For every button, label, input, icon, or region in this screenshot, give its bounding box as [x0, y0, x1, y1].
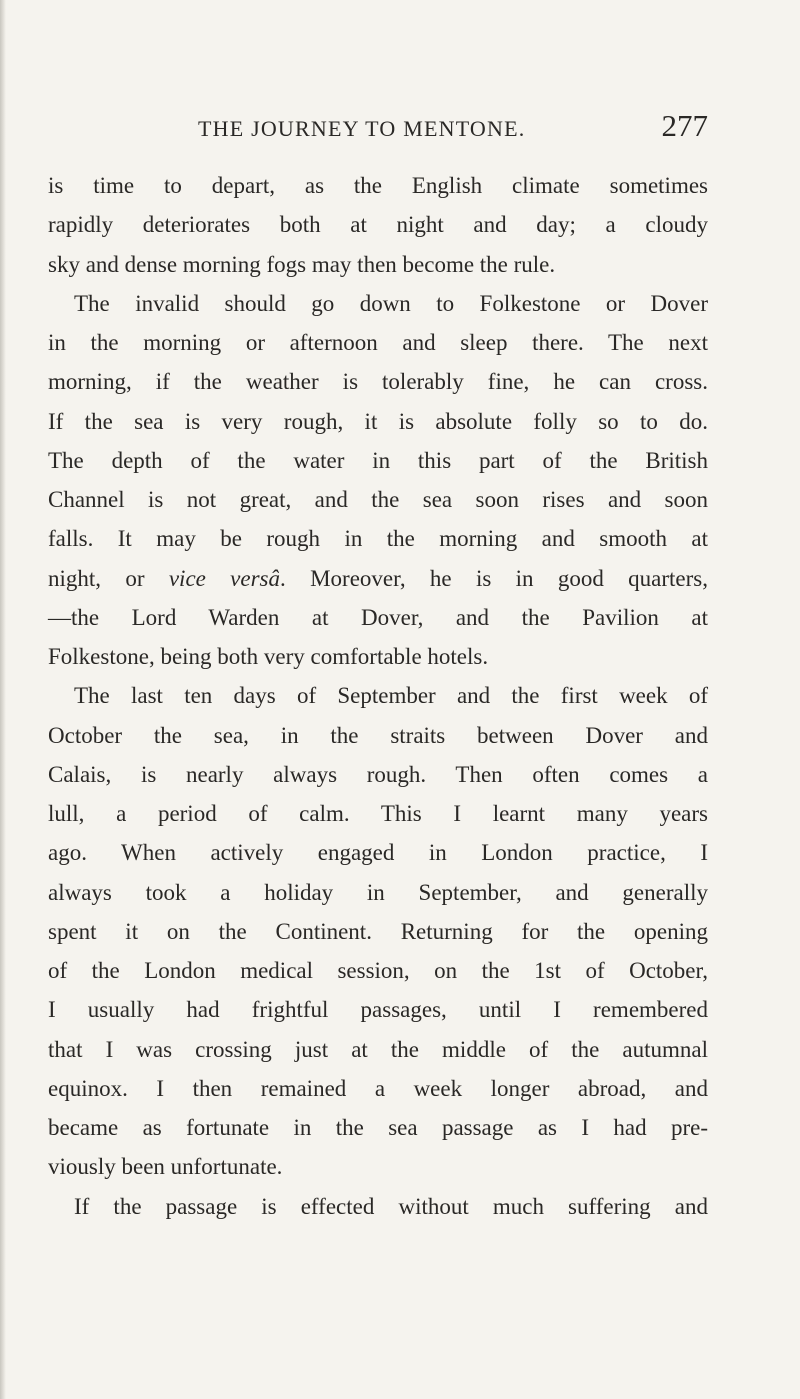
- text-line: Channel is not great, and the sea soon rises and soon: [48, 487, 708, 512]
- text-line: became as fortunate in the sea passage as I had pre-: [48, 1115, 708, 1140]
- text-line: in the morning or afternoon and sleep there. The next: [48, 330, 708, 355]
- text-line: morning, if the weather is tolerably fine, he can cross.: [48, 369, 708, 395]
- text-line: The last ten days of September and the first week of: [74, 683, 708, 709]
- text-line: viously been unfortunate.: [48, 1154, 283, 1180]
- running-head: [48, 108, 708, 148]
- running-title: THE JOURNEY TO MENTONE.: [198, 116, 526, 141]
- text-line: equinox. I then remained a week longer abroad, and: [48, 1075, 708, 1101]
- text-line: falls. It may be rough in the morning and smooth at: [48, 526, 708, 552]
- text-line: night, or vice versâ. Moreover, he is in good quarters,: [48, 565, 708, 591]
- text-line: The invalid should go down to Folkestone or Dover: [74, 290, 708, 316]
- text-line: October the sea, in the straits between Dover and: [48, 722, 708, 748]
- body-text: [48, 166, 708, 1226]
- text-line: is time to depart, as the English climate sometimes: [48, 173, 708, 198]
- text-line: Calais, is nearly always rough. Then often comes a: [48, 761, 708, 787]
- text-line: I usually had frightful passages, until I remembered: [48, 997, 708, 1023]
- italic-phrase: vice versâ: [168, 565, 281, 591]
- page-number: 277: [661, 108, 708, 143]
- text-line: Folkestone, being both very comfortable hotels.: [48, 644, 489, 669]
- text-line: spent it on the Continent. Returning for the opening: [48, 918, 708, 944]
- text-line: of the London medical session, on the 1st of October,: [48, 958, 708, 983]
- text-line: rapidly deteriorates both at night and day; a cloudy: [48, 212, 708, 238]
- text-line: The depth of the water in this part of the British: [48, 447, 708, 473]
- text-line: If the passage is effected without much suffering and: [74, 1193, 708, 1219]
- text-line: If the sea is very rough, it is absolute folly so to do.: [48, 408, 708, 434]
- text-line: sky and dense morning fogs may then become the rule.: [48, 251, 556, 277]
- text-line: —the Lord Warden at Dover, and the Pavilion at: [48, 604, 708, 630]
- text-line: that I was crossing just at the middle of the autumnal: [48, 1036, 708, 1062]
- page-edge-shadow: [0, 0, 6, 1399]
- text-line: ago. When actively engaged in London practice, I: [48, 840, 708, 866]
- text-line: always took a holiday in September, and generally: [48, 879, 708, 905]
- text-line: lull, a period of calm. This I learnt many years: [48, 801, 708, 826]
